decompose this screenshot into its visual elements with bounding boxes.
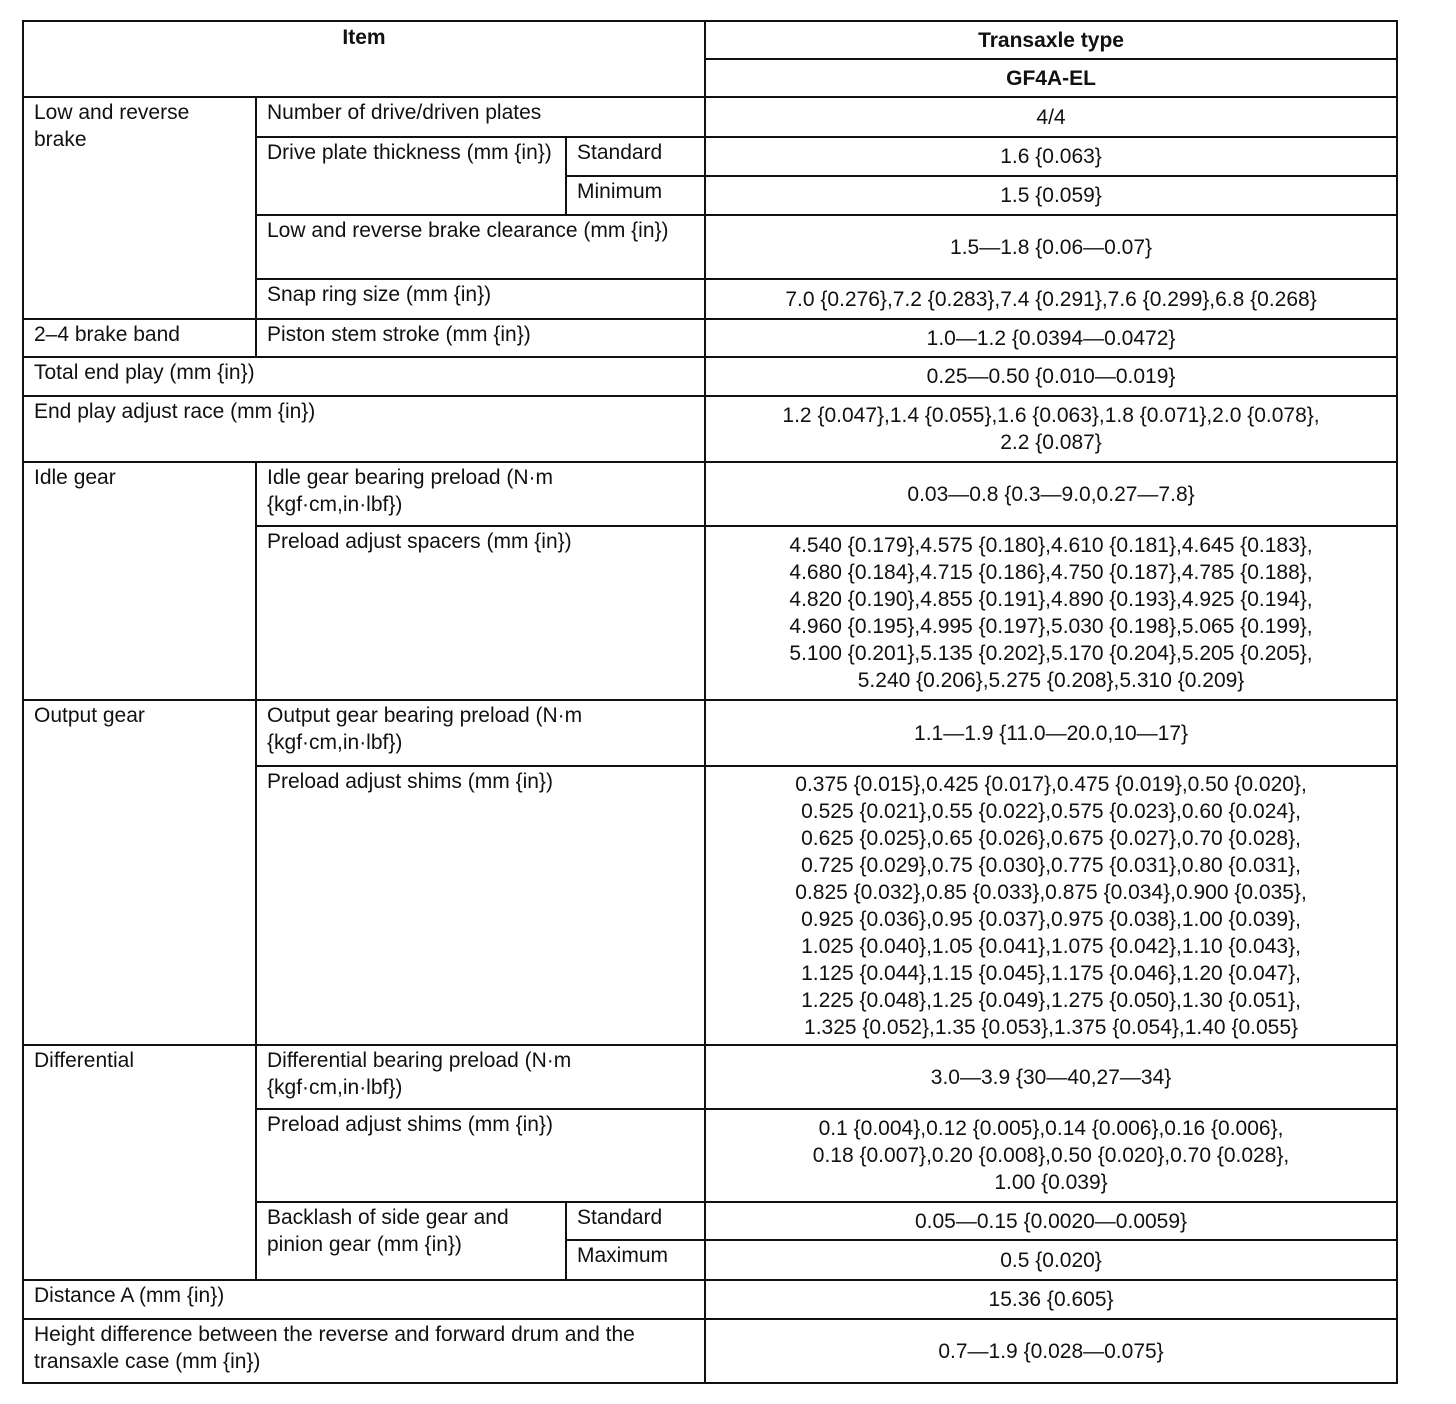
output-shims-value: 0.375 {0.015},0.425 {0.017},0.475 {0.019},0.50 {0.020}, 0.525 {0.021},0.55 {0.022},0.575 {0.023},0.60 {0.024}, 0.625 {0.025},0.65 {0.026},0.675 {0.027},0.70 {0.028}, 0.725 {0.029},0.75 {0.030},0.775 {0.031},0.80 {0.031}, 0.825 {0.032},0.85 {0.033},0.875 {0.034},0.900 {0.035}, 0.925 {0.036},0.95 {0.037},0.975 {0.038},1.00 {0.039}, 1.025 {0.040},1.05 {0.041},1.075 {0.042},1.10 {0.043}, 1.125 {0.044},1.15 {0.045},1.175 {0.046},1.20 {0.047}, 1.225 {0.048},1.25 {0.049},1.275 {0.050},1.30 {0.051}, 1.325 {0.052},1.35 {0.053},1.375 {0.054},1.40 {0.055} bbox=[705, 766, 1397, 1045]
end-play-race-value: 1.2 {0.047},1.4 {0.055},1.6 {0.063},1.8 {0.071},2.0 {0.078}, 2.2 {0.087} bbox=[705, 396, 1397, 462]
group-differential: Differential bbox=[23, 1045, 256, 1280]
output-shims-label: Preload adjust shims (mm {in}) bbox=[256, 766, 705, 1045]
thickness-label: Drive plate thickness (mm {in}) bbox=[256, 137, 566, 215]
table-row bbox=[23, 357, 1397, 396]
height-diff-value: 0.7—1.9 {0.028—0.075} bbox=[705, 1319, 1397, 1383]
idle-preload-label: Idle gear bearing preload (N·m {kgf·cm,in·lbf}) bbox=[256, 462, 705, 526]
backlash-maximum-value: 0.5 {0.020} bbox=[705, 1240, 1397, 1280]
group-output-gear: Output gear bbox=[23, 700, 256, 1045]
stroke-label: Piston stem stroke (mm {in}) bbox=[256, 319, 705, 357]
snap-ring-value: 7.0 {0.276},7.2 {0.283},7.4 {0.291},7.6 {0.299},6.8 {0.268} bbox=[705, 279, 1397, 319]
height-diff-label: Height difference between the reverse and forward drum and the transaxle case (mm {in}) bbox=[23, 1319, 705, 1383]
item-header: Item bbox=[23, 21, 705, 97]
output-preload-label: Output gear bearing preload (N·m {kgf·cm,in·lbf}) bbox=[256, 700, 705, 766]
stroke-value: 1.0—1.2 {0.0394—0.0472} bbox=[705, 319, 1397, 357]
table-row bbox=[23, 396, 1397, 462]
idle-spacers-value: 4.540 {0.179},4.575 {0.180},4.610 {0.181},4.645 {0.183}, 4.680 {0.184},4.715 {0.186},4.750 {0.187},4.785 {0.188}, 4.820 {0.190},4.855 {0.191},4.890 {0.193},4.925 {0.194}, 4.960 {0.195},4.995 {0.197},5.030 {0.198},5.065 {0.199}, 5.100 {0.201},5.135 {0.202},5.170 {0.204},5.205 {0.205}, 5.240 {0.206},5.275 {0.208},5.310 {0.209} bbox=[705, 526, 1397, 700]
backlash-standard-label: Standard bbox=[566, 1202, 705, 1240]
thickness-standard-label: Standard bbox=[566, 137, 705, 176]
backlash-maximum-label: Maximum bbox=[566, 1240, 705, 1280]
table-row bbox=[23, 462, 1397, 526]
idle-preload-value: 0.03—0.8 {0.3—9.0,0.27—7.8} bbox=[705, 462, 1397, 526]
table-row bbox=[23, 1280, 1397, 1319]
table-row bbox=[23, 1319, 1397, 1383]
idle-spacers-label: Preload adjust spacers (mm {in}) bbox=[256, 526, 705, 700]
table-row bbox=[23, 700, 1397, 766]
diff-shims-label: Preload adjust shims (mm {in}) bbox=[256, 1109, 705, 1202]
plates-value: 4/4 bbox=[705, 97, 1397, 137]
end-play-race-label: End play adjust race (mm {in}) bbox=[23, 396, 705, 462]
output-preload-value: 1.1—1.9 {11.0—20.0,10—17} bbox=[705, 700, 1397, 766]
diff-preload-label: Differential bearing preload (N·m {kgf·cm,in·lbf}) bbox=[256, 1045, 705, 1109]
distance-a-value: 15.36 {0.605} bbox=[705, 1280, 1397, 1319]
thickness-minimum-value: 1.5 {0.059} bbox=[705, 176, 1397, 215]
table-row bbox=[23, 319, 1397, 357]
thickness-standard-value: 1.6 {0.063} bbox=[705, 137, 1397, 176]
plates-label: Number of drive/driven plates bbox=[256, 97, 705, 137]
table-row bbox=[23, 1045, 1397, 1109]
model-header: GF4A-EL bbox=[705, 59, 1397, 97]
header-row bbox=[23, 21, 1397, 59]
table-row bbox=[23, 97, 1397, 137]
backlash-standard-value: 0.05—0.15 {0.0020—0.0059} bbox=[705, 1202, 1397, 1240]
group-low-reverse-brake: Low and reverse brake bbox=[23, 97, 256, 319]
diff-shims-value: 0.1 {0.004},0.12 {0.005},0.14 {0.006},0.16 {0.006}, 0.18 {0.007},0.20 {0.008},0.50 {0.020},0.70 {0.028}, 1.00 {0.039} bbox=[705, 1109, 1397, 1202]
snap-ring-label: Snap ring size (mm {in}) bbox=[256, 279, 705, 319]
total-end-play-value: 0.25—0.50 {0.010—0.019} bbox=[705, 357, 1397, 396]
total-end-play-label: Total end play (mm {in}) bbox=[23, 357, 705, 396]
diff-preload-value: 3.0—3.9 {30—40,27—34} bbox=[705, 1045, 1397, 1109]
spec-table bbox=[22, 20, 1398, 1384]
clearance-label: Low and reverse brake clearance (mm {in}) bbox=[256, 215, 705, 279]
backlash-label: Backlash of side gear and pinion gear (mm {in}) bbox=[256, 1202, 566, 1280]
distance-a-label: Distance A (mm {in}) bbox=[23, 1280, 705, 1319]
group-brake-band: 2–4 brake band bbox=[23, 319, 256, 357]
group-idle-gear: Idle gear bbox=[23, 462, 256, 700]
transaxle-type-header: Transaxle type bbox=[705, 21, 1397, 59]
thickness-minimum-label: Minimum bbox=[566, 176, 705, 215]
clearance-value: 1.5—1.8 {0.06—0.07} bbox=[705, 215, 1397, 279]
